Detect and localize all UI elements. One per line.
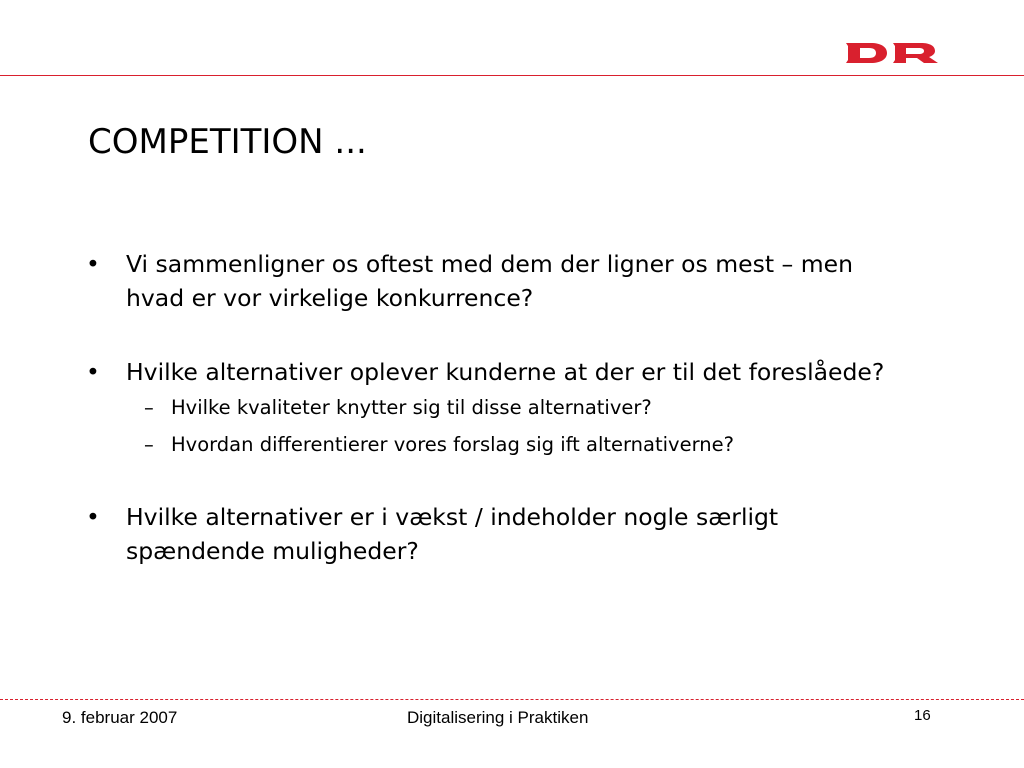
- bullet-marker: •: [86, 250, 100, 278]
- slide-title: COMPETITION ...: [88, 122, 367, 162]
- footer-date: 9. februar 2007: [62, 708, 178, 727]
- footer-rule: [0, 699, 1024, 700]
- sub-bullet-marker: –: [144, 433, 154, 456]
- bullet-marker: •: [86, 503, 100, 531]
- sub-bullet-item: [86, 392, 906, 423]
- sub-bullet-marker: –: [144, 396, 154, 419]
- sub-bullet-item: [86, 429, 906, 460]
- bullet-marker: •: [86, 358, 100, 386]
- header-rule: [0, 75, 1024, 76]
- bullet-item: [86, 247, 906, 315]
- bullet-list: [86, 247, 906, 568]
- sub-bullet-text: Hvordan differentierer vores forslag sig ift alternativerne?: [171, 433, 734, 456]
- bullet-text: Hvilke alternativer oplever kunderne at der er til det foreslåede?: [126, 358, 885, 386]
- sub-bullet-text: Hvilke kvaliteter knytter sig til disse alternativer?: [171, 396, 652, 419]
- dr-logo: [843, 42, 941, 64]
- bullet-text: Vi sammenligner os oftest med dem der ligner os mest – men hvad er vor virkelige konkurrence?: [126, 250, 853, 312]
- bullet-text: Hvilke alternativer er i vækst / indeholder nogle særligt spændende muligheder?: [126, 503, 779, 565]
- bullet-item: [86, 355, 906, 389]
- bullet-item: [86, 500, 906, 568]
- footer-title: Digitalisering i Praktiken: [407, 708, 589, 727]
- page-number: 16: [914, 707, 931, 724]
